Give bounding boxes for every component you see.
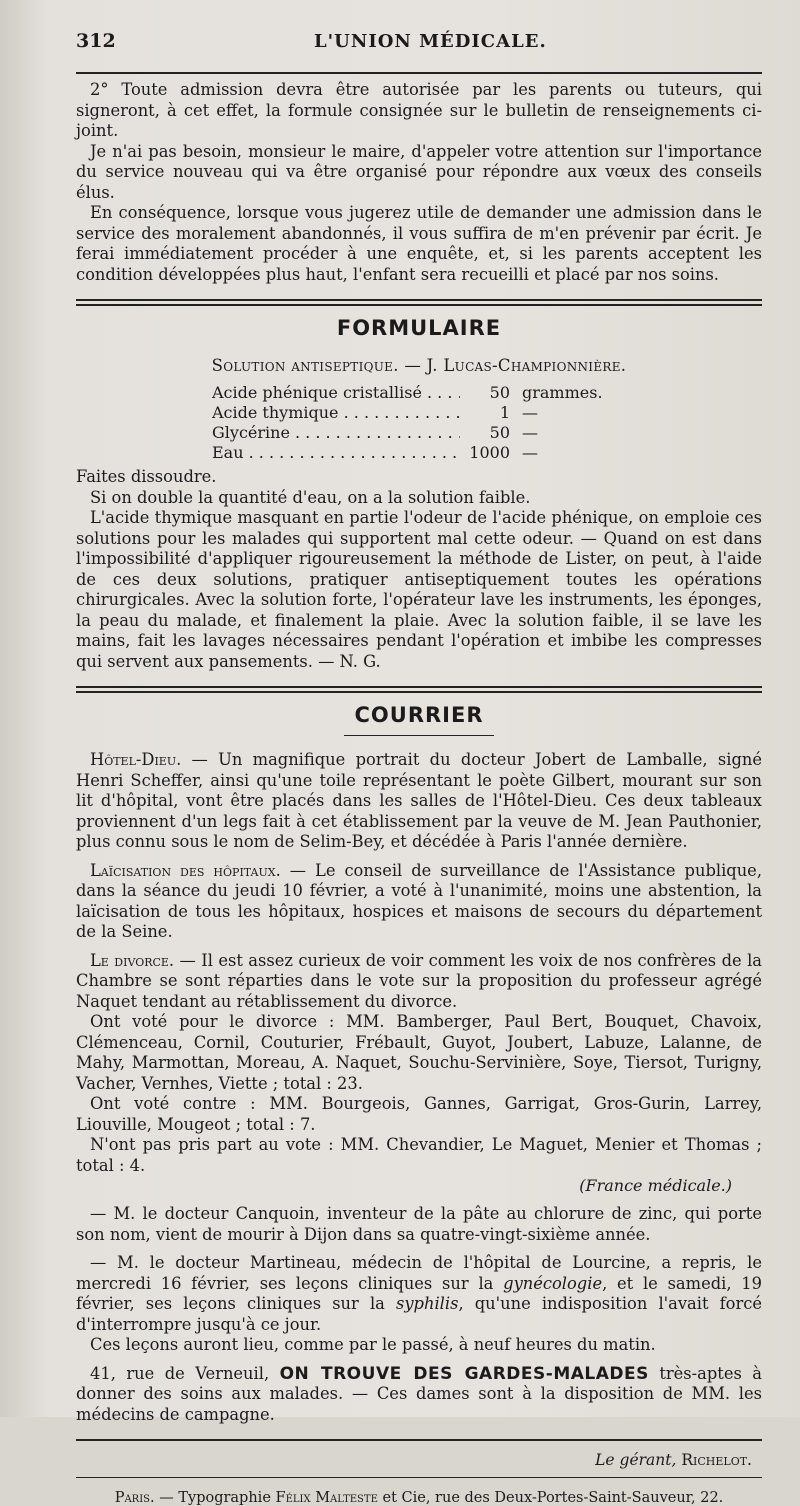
section-title: FORMULAIRE (336, 316, 502, 340)
title-underline (344, 735, 494, 736)
ingredient-name: Acide thymique . . . (212, 403, 460, 423)
imprint-city: Paris. (114, 1490, 155, 1506)
ad-address: 41, rue de Verneuil, (90, 1363, 280, 1383)
news-text: , qu'une indisposition l'avait forcé d'interrompre jusqu'à ce jour. (76, 1294, 762, 1334)
ingredient-unit: — (522, 443, 538, 462)
recipe-row (212, 383, 622, 403)
courrier-section (76, 703, 762, 1425)
intro-paragraph: Je n'ai pas besoin, monsieur le maire, d'appeler votre attention sur l'importance du service nouveau qui va être organisé pour répondre aux vœux des conseils élus. (76, 141, 762, 202)
running-head: L'UNION MÉDICALE. (314, 31, 547, 52)
advertisement (76, 1364, 762, 1426)
section-divider (76, 686, 762, 693)
formula-paragraph: Si on double la quantité d'eau, on a la solution faible. (90, 487, 531, 507)
news-text: — Il est assez curieux de voir comment les voix de nos confrères de la Chambre se sont réparties dans le vote sur la proposition du professeur agrégé Naquet tendant au rétablissement du divorce. (76, 950, 762, 1011)
ad-text: très-aptes à donner des soins aux malades. — Ces dames sont à la disposition de MM. les médecins de campagne. (76, 1363, 762, 1424)
source-citation: (France médicale.) (579, 1176, 732, 1195)
news-text: — M. le docteur Martineau, médecin de l'hôpital de Lourcine, a repris, le mercredi 16 février, ses leçons cliniques sur la (76, 1253, 762, 1293)
ingredient-name: Glycérine . . . (212, 423, 460, 443)
formula-paragraph: Faites dissoudre. (76, 467, 217, 486)
news-text: — Un magnifique portrait du docteur Jobert de Lamballe, signé Henri Scheffer, ainsi qu'une toile représentant le poète Gilbert, mourant sur son lit d'hôpital, vont être placés dans les salles de l'Hôtel-Dieu. Ces deux tableaux proviennent d'un legs fait à cet établissement par la veuve de M. Jean Pauthonier, plus connu sous le nom de Selim-Bey, et décédée à Paris l'année dernière. (76, 750, 762, 851)
news-item: Ces leçons auront lieu, comme par le passé, à neuf heures du matin. (90, 1335, 656, 1354)
page-header (76, 30, 762, 64)
news-item (76, 750, 762, 853)
formula-paragraph: L'acide thymique masquant en partie l'odeur de l'acide phénique, on emploie ces solutions pour les malades qui supportent mal cette odeur. — Quand on est dans l'impossibilité d'appliquer rigoureusement la méthode de Lister, on peut, à l'aide de ces deux solutions, pratiquer antiseptiquement toutes les opérations chirurgicales. Avec la solution forte, l'opérateur lave les instruments, les éponges, la peau du malade, et finalement la plaie. Avec la solution faible, il se lave les mains, fait les lavages nécessaires pendant l'opération et imbibe les compresses qui servent aux pansements. — N. G. (76, 508, 762, 671)
emphasis: gynécologie (503, 1273, 603, 1293)
vote-abstention: N'ont pas pris part au vote : MM. Chevandier, Le Maguet, Menier et Thomas ; total : 4. (76, 1135, 762, 1175)
news-lead: Hôtel-Dieu. (90, 750, 182, 769)
vote-pour: Ont voté pour le divorce : MM. Bamberger, Paul Bert, Bouquet, Chavoix, Clémenceau, Cornil, Couturier, Frébault, Guyot, Joubert, Labuze, Lalanne, de Mahy, Marmottan, Moreau, A. Naquet, Souchu-Servinière, Soye, Tiersot, Turigny, Vacher, Vernhes, Viette ; total : 23. (76, 1012, 762, 1093)
intro-paragraph: 2° Toute admission devra être autorisée par les parents ou tuteurs, qui signeront, à cet effet, la formule consignée sur le bulletin de renseignements ci-joint. (76, 80, 762, 140)
ingredient-qty: 1 (499, 403, 510, 422)
recipe-row (212, 443, 622, 463)
news-item (76, 861, 762, 943)
news-lead: Laïcisation des hôpitaux. (90, 860, 281, 880)
footer-rule (76, 1477, 762, 1478)
recipe-row (212, 403, 622, 423)
imprint (76, 1490, 762, 1506)
ingredient-name: Eau . . . (212, 443, 460, 463)
section-title: COURRIER (354, 703, 484, 727)
ingredient-unit: grammes. (522, 383, 603, 402)
gerant-name: Richelot. (681, 1451, 752, 1469)
news-item (76, 951, 762, 1013)
formulaire-section (76, 316, 762, 672)
header-rule (76, 72, 762, 74)
imprint-text: — Typographie (154, 1490, 276, 1506)
imprint-address: et Cie, rue des Deux-Portes-Saint-Sauveur, 22. (377, 1490, 724, 1506)
intro-paragraph: En conséquence, lorsque vous jugerez utile de demander une admission dans le service des moralement abandonnés, il vous suffira de m'en prévenir par écrit. Je ferai immédiatement procéder à une enquête, et, si les parents acceptent les condition développées plus haut, l'enfant sera recueilli et placé par nos soins. (76, 203, 762, 284)
ingredient-qty: 1000 (469, 443, 510, 462)
imprint-printer: Félix Malteste (275, 1490, 378, 1506)
vote-contre: Ont voté contre : MM. Bourgeois, Gannes, Garrigat, Gros-Gurin, Larrey, Liouville, Mougeot ; total : 7. (76, 1094, 762, 1134)
gerant-signature (76, 1451, 752, 1469)
news-text: , et le samedi, 19 février, ses leçons cliniques sur la (76, 1273, 762, 1313)
ad-headline: ON TROUVE DES GARDES-MALADES (279, 1363, 649, 1384)
section-divider (76, 299, 762, 306)
emphasis: syphilis (395, 1294, 459, 1313)
ingredient-name: Acide phénique cristallisé . . . (212, 383, 460, 403)
recipe-list (212, 383, 622, 463)
news-lead: Le divorce. (90, 950, 175, 970)
ingredient-qty: 50 (489, 383, 510, 402)
news-text: — Le conseil de surveillance de l'Assistance publique, dans la séance du jeudi 10 février, a voté à l'unanimité, moins une abstention, la laïcisation de tous les hôpitaux, hospices et maisons de secours du département de la Seine. (76, 860, 762, 941)
news-item: — M. le docteur Canquoin, inventeur de la pâte au chlorure de zinc, qui porte son nom, vient de mourir à Dijon dans sa quatre-vingt-sixième année. (76, 1204, 762, 1244)
closing-rule (76, 1439, 762, 1441)
ingredient-unit: — (522, 403, 538, 422)
ingredient-qty: 50 (489, 423, 510, 442)
page-number: 312 (76, 30, 116, 52)
intro-section (76, 80, 762, 285)
ingredient-unit: — (522, 423, 538, 442)
formula-subtitle: Solution antiseptique. — J. Lucas-Championnière. (211, 356, 627, 375)
recipe-row (212, 423, 622, 443)
news-item (76, 1253, 762, 1335)
gerant-label: Le gérant, (595, 1451, 677, 1469)
